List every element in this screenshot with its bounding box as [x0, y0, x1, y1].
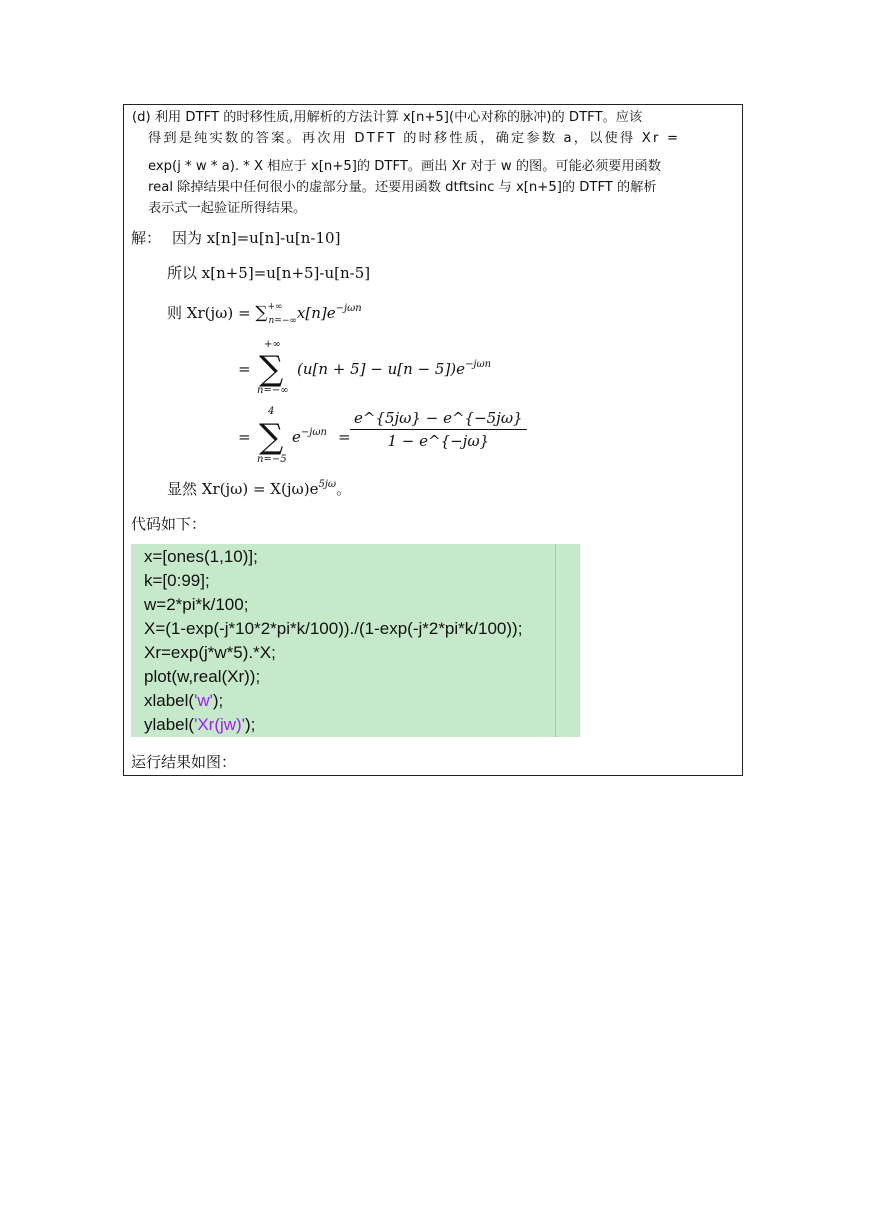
sum-symbol: ∑	[255, 303, 268, 323]
eq1-prefix: 则 Xr(jω) =	[167, 304, 256, 322]
eq2-prefix: =	[238, 360, 251, 378]
eq1-exp: −jωn	[335, 303, 362, 314]
code-line: plot(w,real(Xr));	[144, 667, 261, 686]
equation-line-1	[167, 302, 362, 326]
eq3-equals: =	[338, 428, 351, 446]
conclusion-suffix: 。	[336, 480, 352, 498]
eq2-exp: −jωn	[465, 359, 492, 370]
eq1-lower: n=−∞	[268, 316, 297, 326]
problem-line-5: 表示式一起验证所得结果。	[148, 201, 307, 216]
eq2-upper: +∞	[264, 339, 281, 350]
problem-line-1: (d) 利用 DTFT 的时移性质,用解析的方法计算 x[n+5](中心对称的脉冲)的 DTFT。应该	[132, 110, 643, 125]
eq3-term	[292, 428, 327, 446]
code-line: x=[ones(1,10)];	[144, 547, 258, 566]
code-heading: 代码如下：	[131, 515, 207, 533]
eq3-upper: 4	[268, 406, 275, 417]
eq3-sigma: ∑	[259, 417, 284, 457]
solution-line-1: 因为 x[n]=u[n]-u[n-10]	[172, 229, 341, 247]
code-margin-rule	[555, 544, 556, 737]
eq2-lower: n=−∞	[257, 385, 289, 396]
fraction-denominator: 1 − e^{−jω}	[387, 432, 490, 450]
eq3-exp: −jωn	[300, 427, 327, 438]
code-line: Xr=exp(j*w*5).*X;	[144, 643, 276, 662]
problem-line-3: exp(j * w * a). * X 相应于 x[n+5]的 DTFT。画出 Xr 对于 w 的图。可能必须要用函数	[148, 159, 661, 174]
code-line: X=(1-exp(-j*10*2*pi*k/100))./(1-exp(-j*2*pi*k/100));	[144, 619, 523, 638]
code-line: ylabel('Xr(jw)');	[144, 715, 256, 734]
eq1-term: x[n]e	[296, 304, 336, 322]
code-block	[131, 544, 580, 737]
code-line: w=2*pi*k/100;	[144, 595, 249, 614]
result-heading: 运行结果如图：	[131, 753, 237, 771]
solution-line-2: 所以 x[n+5]=u[n+5]-u[n-5]	[167, 264, 371, 282]
eq3-fraction	[350, 409, 527, 450]
code-line: xlabel('w');	[144, 691, 224, 710]
eq1-upper: +∞	[267, 302, 283, 312]
eq3-term-text: e	[292, 428, 301, 446]
conclusion-prefix: 显然 Xr(jω) = X(jω)e	[167, 480, 319, 498]
eq2-term-text: (u[n + 5] − u[n − 5])e	[297, 360, 466, 378]
eq2-term	[297, 360, 491, 378]
conclusion-line	[167, 478, 351, 499]
problem-line-4: real 除掉结果中任何很小的虚部分量。还要用函数 dtftsinc 与 x[n+5]的 DTFT 的解析	[148, 180, 657, 195]
fraction-numerator: e^{5jω} − e^{−5jω}	[350, 409, 527, 430]
string-literal: 'w'	[194, 691, 213, 710]
string-literal: 'Xr(jw)'	[194, 715, 245, 734]
eq3-lower: n=−5	[257, 454, 287, 465]
eq3-prefix: =	[238, 428, 251, 446]
eq2-sigma: ∑	[259, 349, 284, 389]
conclusion-exp: 5jω	[318, 479, 337, 490]
problem-line-2: 得到是纯实数的答案。再次用 DTFT 的时移性质，确定参数 a，以使得 Xr =	[148, 131, 681, 146]
solution-label: 解：	[131, 229, 162, 247]
code-line: k=[0:99];	[144, 571, 210, 590]
